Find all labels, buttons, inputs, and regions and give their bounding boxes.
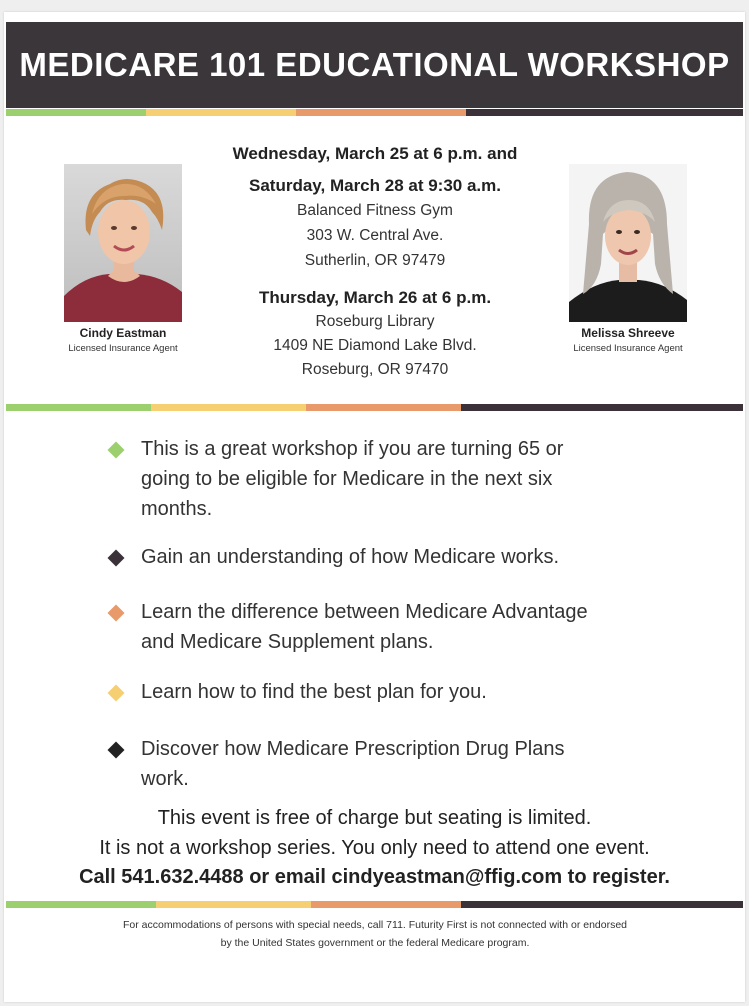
event2-venue: Roseburg Library: [315, 313, 435, 330]
color-stripe-bottom: [6, 901, 743, 908]
event1-date1: Wednesday, March 25 at 6 p.m. and: [232, 144, 518, 163]
color-stripe-top: [6, 109, 743, 116]
diamond-bullet-icon: [108, 442, 125, 459]
event1-street: 303 W. Central Ave.: [306, 227, 444, 244]
closing-register-line: Call 541.632.4488 or email cindyeastman@ffig.com to register.: [79, 866, 670, 888]
event2-city: Roseburg, OR 97470: [301, 361, 449, 378]
agent-name-cindy: Cindy Eastman: [79, 326, 167, 340]
photo-cindy-eastman: [64, 164, 182, 322]
event1-venue: Balanced Fitness Gym: [297, 202, 453, 219]
title-banner: [6, 22, 743, 108]
event2-date: Thursday, March 26 at 6 p.m.: [258, 288, 492, 307]
page-title: MEDICARE 101 EDUCATIONAL WORKSHOP: [19, 46, 730, 83]
bullet-item: Learn how to find the best plan for you.: [108, 677, 668, 707]
event1-date2: Saturday, March 28 at 9:30 a.m.: [249, 176, 501, 195]
bullet-item: Discover how Medicare Prescription Drug Plans work.: [108, 734, 668, 794]
diamond-bullet-icon: [108, 550, 125, 567]
event1-city: Sutherlin, OR 97479: [304, 252, 446, 269]
bullet-item: Learn the difference between Medicare Advantage and Medicare Supplement plans.: [108, 597, 668, 657]
event2-street: 1409 NE Diamond Lake Blvd.: [273, 337, 477, 354]
agent-name-melissa: Melissa Shreeve: [581, 326, 675, 340]
bullet-item: This is a great workshop if you are turning 65 or going to be eligible for Medicare in the next six months.: [108, 434, 668, 524]
diamond-bullet-icon: [108, 685, 125, 702]
bullet-item: Gain an understanding of how Medicare works.: [108, 542, 668, 572]
agent-title-cindy: Licensed Insurance Agent: [68, 343, 178, 354]
agent-title-melissa: Licensed Insurance Agent: [573, 343, 683, 354]
closing-line-1: This event is free of charge but seating is limited.: [157, 807, 592, 829]
color-stripe-middle: [6, 404, 743, 411]
diamond-bullet-icon: [108, 742, 125, 759]
diamond-bullet-icon: [108, 605, 125, 622]
footnote-line-2: by the United States government or the federal Medicare program.: [220, 937, 530, 949]
photo-melissa-shreeve: [569, 164, 687, 322]
footnote-line-1: For accommodations of persons with special needs, call 711. Futurity First is not connected with or endorsed: [122, 919, 628, 931]
closing-line-2: It is not a workshop series. You only need to attend one event.: [99, 837, 650, 859]
